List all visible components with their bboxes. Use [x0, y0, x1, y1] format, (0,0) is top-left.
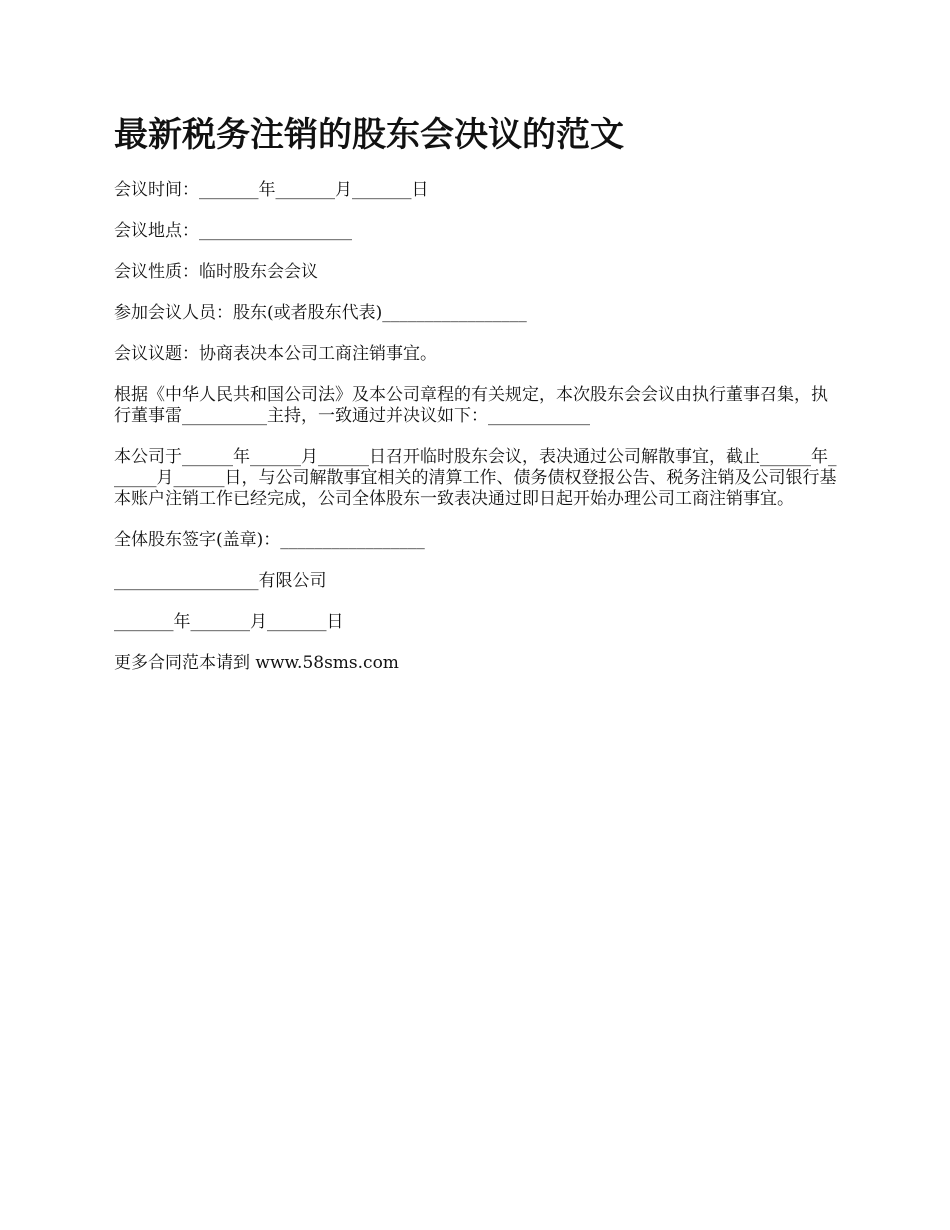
meeting-time-line: 会议时间：_______年_______月_______日	[114, 180, 429, 200]
document-title: 最新税务注销的股东会决议的范文	[114, 115, 624, 155]
document-page	[114, 112, 840, 694]
footer-link-text: 更多合同范本请到 www.58sms.com	[114, 653, 399, 673]
date-line: _______年_______月_______日	[114, 612, 344, 632]
shareholder-signature-line: 全体股东签字(盖章)：_________________	[114, 530, 425, 550]
resolution-body-paragraph: 本公司于______年______月______日召开临时股东会议，表决通过公司解散事宜，截止______年______月______日，与公司解散事宜相关的清算工作、债务债权登报公告、税务注销及公司银行基本账户注销工作已经完成，公司全体股东一致表决通过即日起开始办理公司工商注销事宜。	[114, 447, 837, 509]
meeting-location-line: 会议地点：__________________	[114, 221, 352, 241]
meeting-nature-line: 会议性质：临时股东会会议	[114, 262, 318, 282]
company-name-line: _________________有限公司	[114, 571, 327, 591]
resolution-intro-paragraph: 根据《中华人民共和国公司法》及本公司章程的有关规定，本次股东会会议由执行董事召集，执行董事雷__________主持，一致通过并决议如下：____________	[114, 385, 828, 426]
meeting-topic-line: 会议议题：协商表决本公司工商注销事宜。	[114, 344, 437, 364]
attendees-line: 参加会议人员：股东(或者股东代表)_________________	[114, 303, 527, 323]
